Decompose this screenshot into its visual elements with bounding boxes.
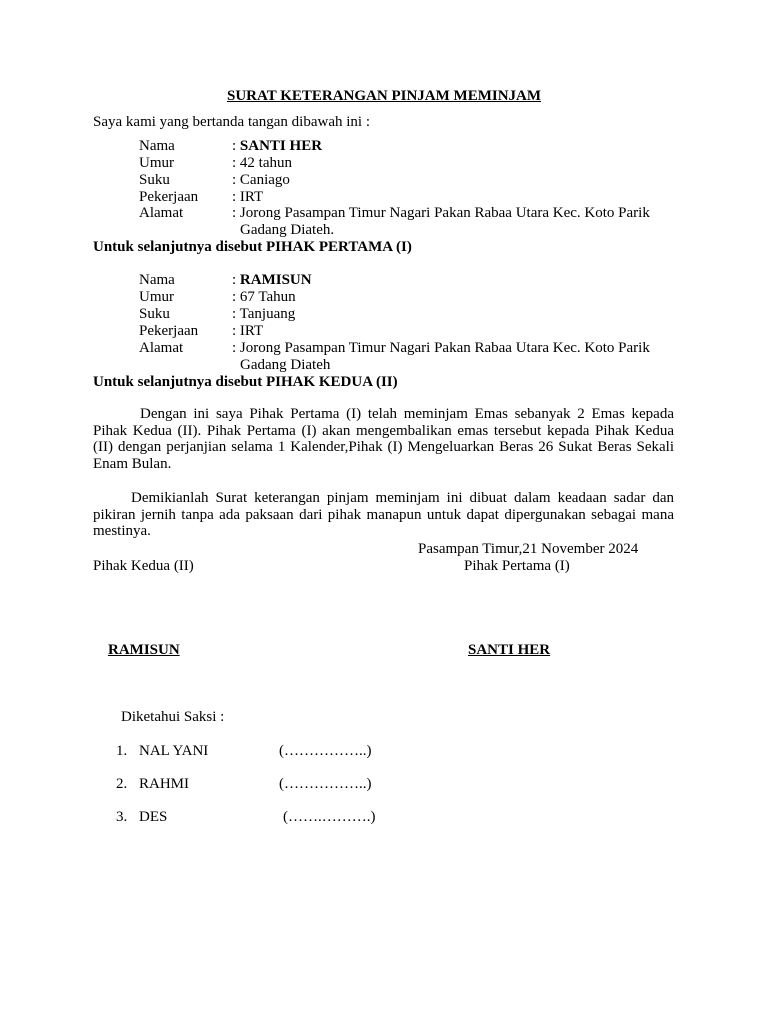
agreement-paragraph: Dengan ini saya Pihak Pertama (I) telah meminjam Emas sebanyak 2 Emas kepada Pihak Kedua (II). Pihak Pertama (I) akan mengembalikan emas tersebut kepada Pihak Kedua (II) dengan perjanjian selama 1 Kalender,Pihak (I) Mengeluarkan Beras 26 Sukat Beras Sekali Enam Bulan. [93,406,674,473]
party2-name-strong: RAMISUN [239,272,312,288]
document-title: SURAT KETERANGAN PINJAM MEMINJAM [226,88,542,104]
party1-address-cont: Gadang Diateh. [240,222,335,238]
witness-number: 2. [116,776,128,792]
party2-address-label: Alamat [139,340,184,356]
witness-name: RAHMI [139,776,190,792]
party2-address-cont: Gadang Diateh [240,357,331,373]
party2-job-label: Pekerjaan [139,323,199,339]
party1-tribe-value: : Caniago [232,172,290,188]
party2-signature-role: Pihak Kedua (II) [93,558,194,574]
party1-name-strong: SANTI HER [239,138,323,154]
party2-age-label: Umur [139,289,174,305]
intro-text: Saya kami yang bertanda tangan dibawah ini : [93,114,370,130]
party1-age-label: Umur [139,155,174,171]
party1-address-label: Alamat [139,205,184,221]
party2-name-value: : RAMISUN [232,272,312,288]
witness-name: NAL YANI [139,743,209,759]
witness-signature-line: (…….……….) [283,809,376,825]
party1-signature-name: SANTI HER [468,642,551,658]
witness-number: 1. [116,743,128,759]
party1-age-value: : 42 tahun [232,155,292,171]
party2-name-label: Nama [139,272,175,288]
party2-tribe-value: : Tanjuang [232,306,296,322]
witness-signature-line: (……………..) [279,743,372,759]
party1-signature-role: Pihak Pertama (I) [464,558,570,574]
party1-job-value: : IRT [232,189,264,205]
party1-address-value: : Jorong Pasampan Timur Nagari Pakan Rabaa Utara Kec. Koto Parik [232,205,650,221]
witness-name: DES [139,809,168,825]
party1-designation: Untuk selanjutnya disebut PIHAK PERTAMA (I) [93,239,412,255]
party2-tribe-label: Suku [139,306,170,322]
witness-number: 3. [116,809,128,825]
party1-job-label: Pekerjaan [139,189,199,205]
witness-signature-line: (……………..) [279,776,372,792]
party2-age-value: : 67 Tahun [232,289,296,305]
party2-job-value: : IRT [232,323,264,339]
party1-name-value: : SANTI HER [232,138,323,154]
place-date: Pasampan Timur,21 November 2024 [418,541,639,557]
party1-name-label: Nama [139,138,175,154]
closing-paragraph: Demikianlah Surat keterangan pinjam meminjam ini dibuat dalam keadaan sadar dan pikiran jernih tanpa ada paksaan dari pihak manapun untuk dapat dipergunakan sebagai mana mestinya. [93,490,674,540]
witness-heading: Diketahui Saksi : [121,709,225,725]
party2-address-value: : Jorong Pasampan Timur Nagari Pakan Rabaa Utara Kec. Koto Parik [232,340,650,356]
party1-tribe-label: Suku [139,172,170,188]
party2-designation: Untuk selanjutnya disebut PIHAK KEDUA (II) [93,374,398,390]
party2-signature-name: RAMISUN [108,642,180,658]
